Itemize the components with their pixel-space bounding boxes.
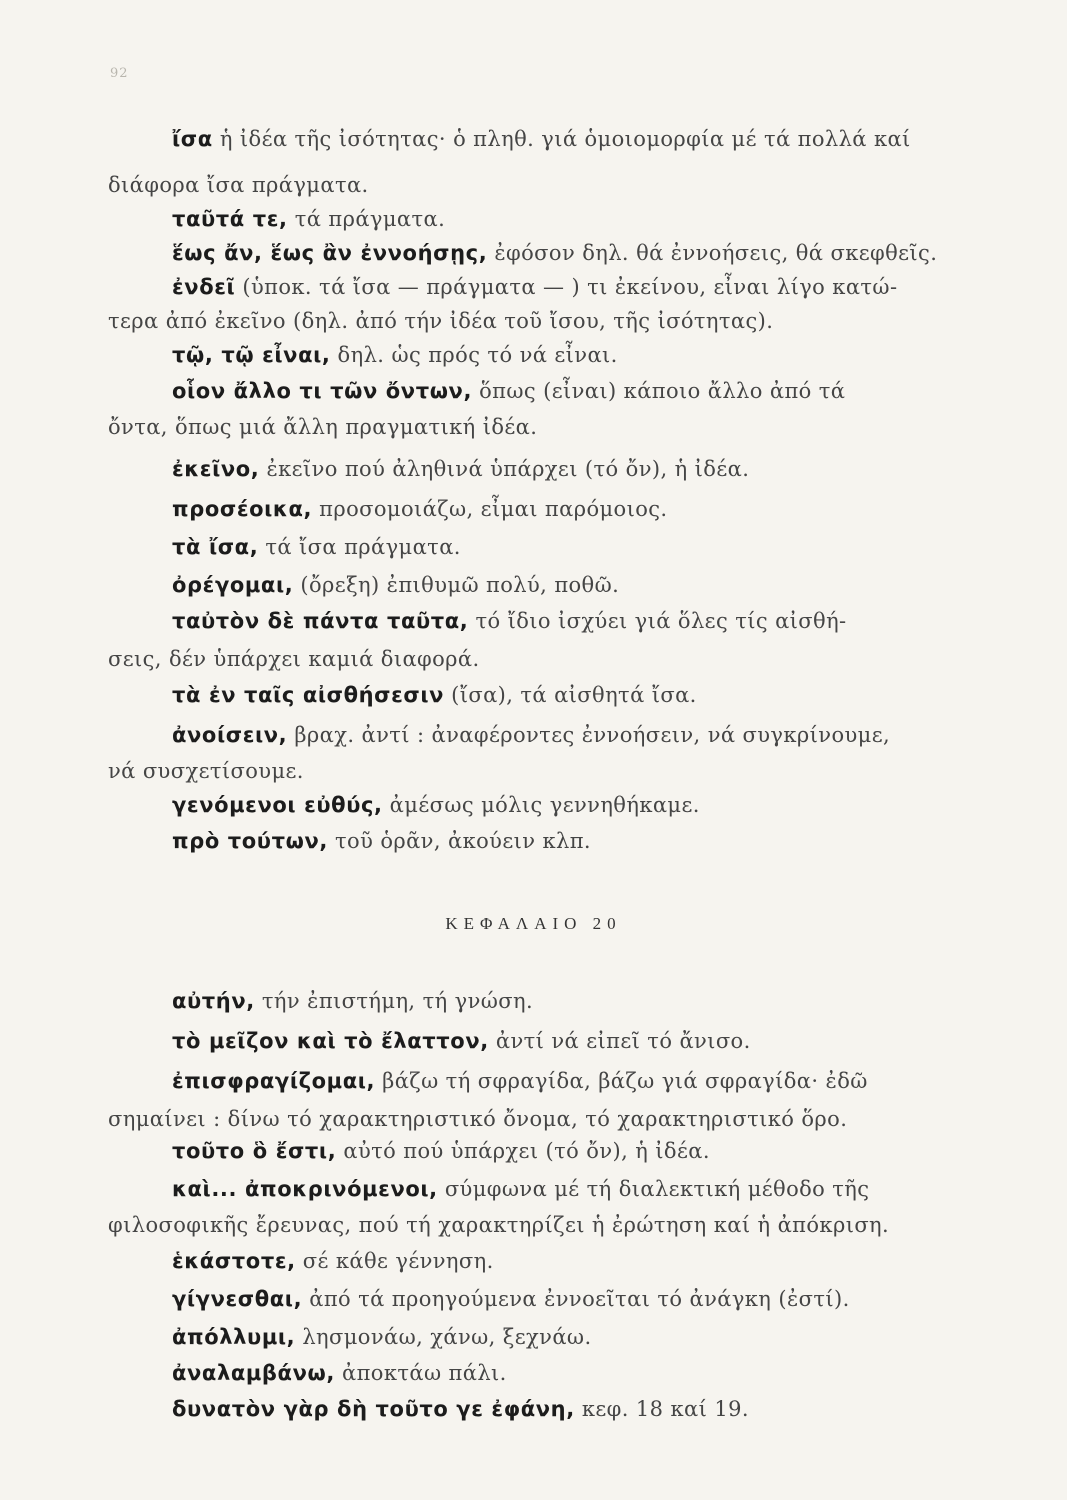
entry-gloss: βραχ. ἀντί : ἀναφέροντες ἐννοήσειν, νά συγκρίνουμε, xyxy=(287,723,891,747)
entry-gloss: τό ἴδιο ἰσχύει γιά ὅλες τίς αἰσθή- xyxy=(468,609,847,633)
entry-term: ἴσα xyxy=(172,127,213,151)
entry-line xyxy=(108,1210,908,1240)
entry-term: πρὸ τούτων, xyxy=(172,829,328,853)
entry-gloss: δηλ. ὡς πρός τό νά εἶναι. xyxy=(330,343,618,367)
entry-line xyxy=(108,170,908,200)
entry-line xyxy=(108,306,908,336)
entry-line xyxy=(172,124,972,154)
entry-line xyxy=(172,1246,972,1276)
entry-line xyxy=(108,412,908,442)
entry-line xyxy=(172,826,972,856)
entry-gloss: προσομοιάζω, εἶμαι παρόμοιος. xyxy=(312,497,668,521)
entry-term: ταῦτά τε, xyxy=(172,207,288,231)
entry-gloss: νά συσχετίσουμε. xyxy=(108,759,304,783)
entry-line xyxy=(172,1026,972,1056)
entry-gloss: σεις, δέν ὑπάρχει καμιά διαφορά. xyxy=(108,647,480,671)
entry-term: γίγνεσθαι, xyxy=(172,1287,303,1311)
entry-gloss: διάφορα ἴσα πράγματα. xyxy=(108,173,369,197)
entry-gloss: τά ἴσα πράγματα. xyxy=(258,535,461,559)
entry-gloss: κεφ. 18 καί 19. xyxy=(574,1397,749,1421)
entry-line xyxy=(172,494,972,524)
entry-term: αὐτήν, xyxy=(172,989,255,1013)
entry-line xyxy=(172,986,972,1016)
page-number: 92 xyxy=(110,66,129,81)
entry-term: ἐκεῖνο, xyxy=(172,457,260,481)
entry-gloss: (ὄρεξη) ἐπιθυμῶ πολύ, ποθῶ. xyxy=(293,573,620,597)
entry-gloss: ὅπως (εἶναι) κάποιο ἄλλο ἀπό τά xyxy=(472,379,846,403)
entry-gloss: (ἴσα), τά αἰσθητά ἴσα. xyxy=(444,683,697,707)
entry-gloss: λησμονάω, χάνω, ξεχνάω. xyxy=(295,1325,592,1349)
entry-term: δυνατὸν γὰρ δὴ τοῦτο γε ἐφάνη, xyxy=(172,1397,575,1421)
entry-term: τὰ ἴσα, xyxy=(172,535,259,559)
entry-gloss: ἡ ἰδέα τῆς ἰσότητας· ὁ πληθ. γιά ὁμοιομορφία μέ τά πολλά καί xyxy=(212,127,911,151)
entry-line xyxy=(172,376,972,406)
chapter-heading: ΚΕΦΑΛΑΙΟ 20 xyxy=(445,914,622,933)
entry-gloss: τά πράγματα. xyxy=(287,207,446,231)
entry-gloss: ἀντί νά εἰπεῖ τό ἄνισο. xyxy=(488,1029,751,1053)
entry-line xyxy=(172,1136,972,1166)
entry-gloss: ὄντα, ὅπως μιά ἄλλη πραγματική ἰδέα. xyxy=(108,415,538,439)
entry-term: οἷον ἄλλο τι τῶν ὄντων, xyxy=(172,379,473,403)
entry-gloss: ἀπό τά προηγούμενα ἐννοεῖται τό ἀνάγκη (ἐστί). xyxy=(302,1287,850,1311)
entry-term: τὰ ἐν ταῖς αἰσθήσεσιν xyxy=(172,683,445,707)
entry-gloss: σύμφωνα μέ τή διαλεκτική μέθοδο τῆς xyxy=(437,1177,870,1201)
entry-line xyxy=(172,238,972,268)
entry-term: ἐνδεῖ xyxy=(172,275,236,299)
entry-term: ἐπισφραγίζομαι, xyxy=(172,1069,376,1093)
entry-term: προσέοικα, xyxy=(172,497,313,521)
entry-gloss: τήν ἐπιστήμη, τή γνώση. xyxy=(254,989,534,1013)
entry-line xyxy=(172,1284,972,1314)
entry-gloss: σέ κάθε γέννηση. xyxy=(295,1249,494,1273)
entry-term: τῷ, τῷ εἶναι, xyxy=(172,343,331,367)
entry-line xyxy=(172,606,972,636)
entry-line xyxy=(172,790,972,820)
entry-line xyxy=(172,680,972,710)
entry-gloss: (ὑποκ. τά ἴσα — πράγματα — ) τι ἐκείνου, εἶναι λίγο κατώ- xyxy=(235,275,898,299)
entry-line xyxy=(172,204,972,234)
entry-line xyxy=(108,1104,908,1134)
entry-term: καὶ... ἀποκρινόμενοι, xyxy=(172,1177,438,1201)
entry-term: τὸ μεῖζον καὶ τὸ ἔλαττον, xyxy=(172,1029,489,1053)
entry-line xyxy=(172,570,972,600)
entry-line xyxy=(172,1174,972,1204)
entry-line xyxy=(172,720,972,750)
entry-line xyxy=(172,454,972,484)
entry-term: γενόμενοι εὐθύς, xyxy=(172,793,383,817)
entry-gloss: τερα ἀπό ἐκεῖνο (δηλ. ἀπό τήν ἰδέα τοῦ ἴσου, τῆς ἰσότητας). xyxy=(108,309,774,333)
entry-term: ταὐτὸν δὲ πάντα ταῦτα, xyxy=(172,609,469,633)
entry-line xyxy=(172,340,972,370)
entry-line xyxy=(108,756,908,786)
entry-gloss: ἀποκτάω πάλι. xyxy=(334,1361,507,1385)
entry-term: ἑκάστοτε, xyxy=(172,1249,296,1273)
entry-term: τοῦτο ὃ ἔστι, xyxy=(172,1139,337,1163)
entry-term: ἀπόλλυμι, xyxy=(172,1325,296,1349)
entry-gloss: αὐτό πού ὑπάρχει (τό ὄν), ἡ ἰδέα. xyxy=(336,1139,710,1163)
entry-gloss: τοῦ ὁρᾶν, ἀκούειν κλπ. xyxy=(327,829,591,853)
entry-gloss: βάζω τή σφραγίδα, βάζω γιά σφραγίδα· ἐδῶ xyxy=(375,1069,868,1093)
entry-line xyxy=(172,1322,972,1352)
entry-gloss: σημαίνει : δίνω τό χαρακτηριστικό ὄνομα, τό χαρακτηριστικό ὅρο. xyxy=(108,1107,848,1131)
entry-line xyxy=(172,272,972,302)
entry-term: ἀνοίσειν, xyxy=(172,723,288,747)
entry-gloss: ἐφόσον δηλ. θά ἐννοήσεις, θά σκεφθεῖς. xyxy=(487,241,938,265)
entry-term: ὀρέγομαι, xyxy=(172,573,294,597)
entry-term: ἀναλαμβάνω, xyxy=(172,1361,335,1385)
entry-gloss: ἀμέσως μόλις γεννηθήκαμε. xyxy=(382,793,700,817)
entry-line xyxy=(108,644,908,674)
entry-line xyxy=(172,1358,972,1388)
entry-term: ἕως ἄν, ἕως ἂν ἐννοήσῃς, xyxy=(172,241,488,265)
entry-line xyxy=(172,532,972,562)
entry-gloss: φιλοσοφικῆς ἔρευνας, πού τή χαρακτηρίζει ἡ ἐρώτηση καί ἡ ἀπόκριση. xyxy=(108,1213,890,1237)
entry-line xyxy=(172,1066,972,1096)
entry-gloss: ἐκεῖνο πού ἀληθινά ὑπάρχει (τό ὄν), ἡ ἰδέα. xyxy=(259,457,750,481)
entry-line xyxy=(172,1394,972,1424)
